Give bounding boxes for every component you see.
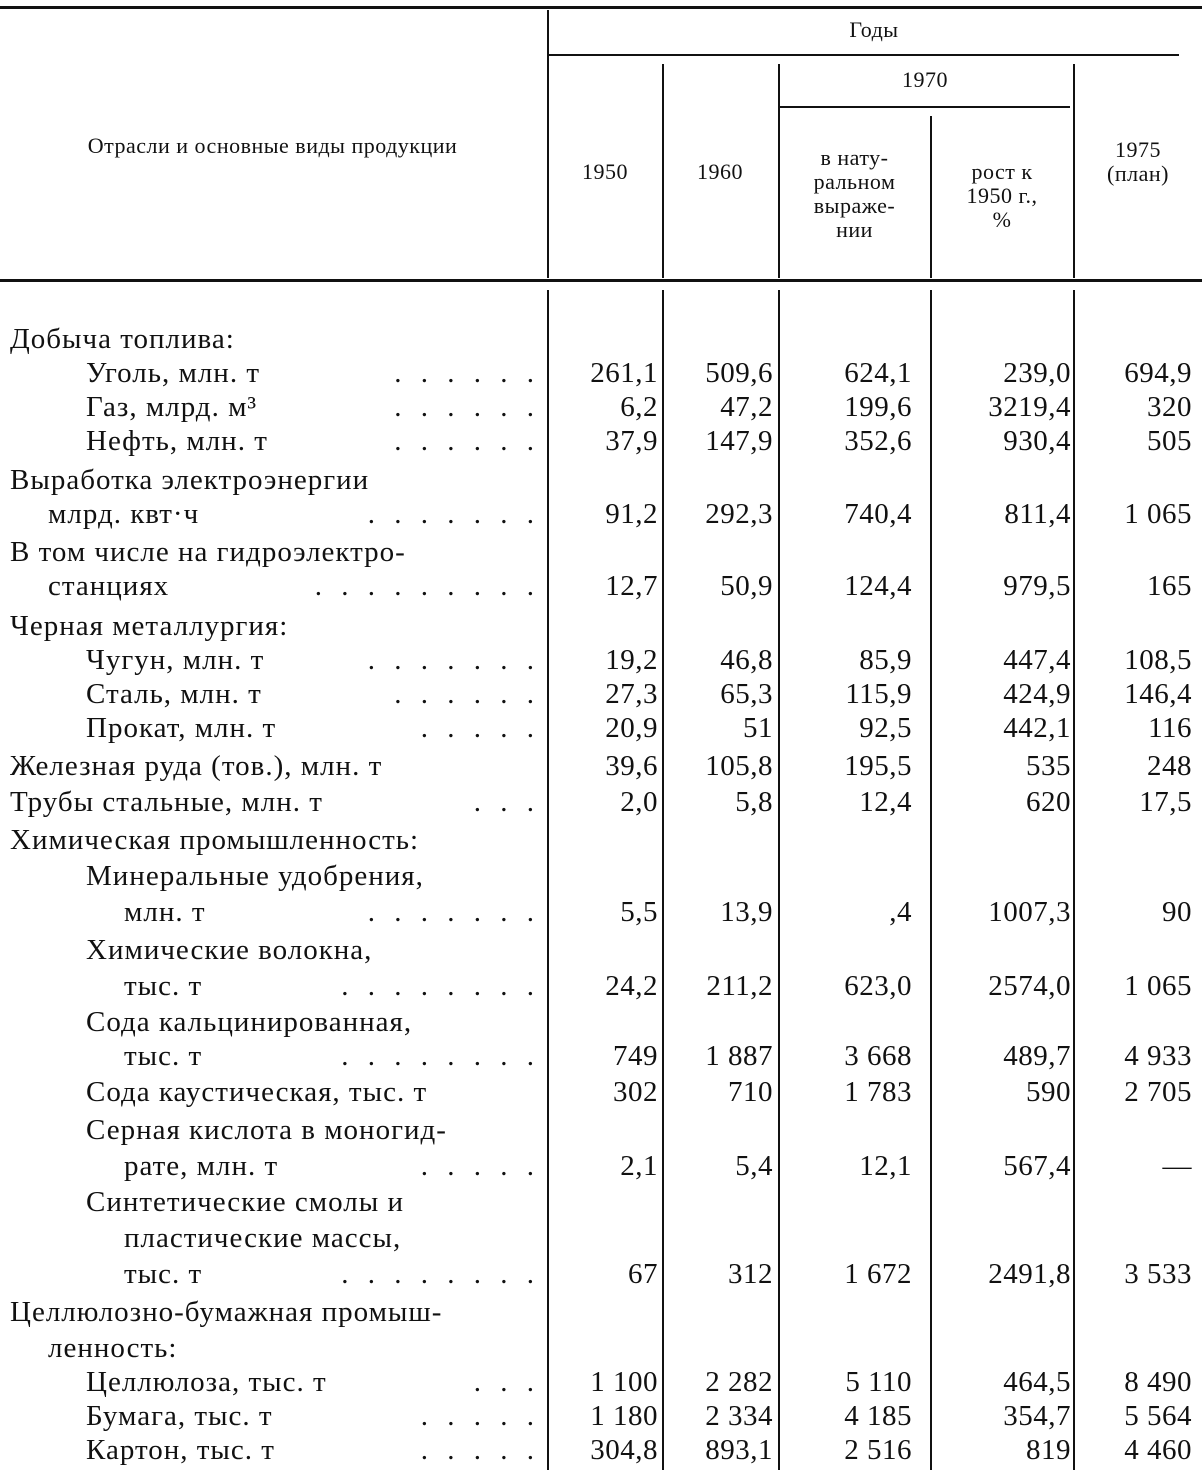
table-cell: 20,9 xyxy=(605,712,658,744)
table-cell: 124,4 xyxy=(844,570,912,602)
row-label: Добыча топлива: xyxy=(10,323,235,355)
leader-dots: . . . . . xyxy=(420,1400,540,1432)
table-cell: 17,5 xyxy=(1139,786,1192,818)
table-cell: 195,5 xyxy=(844,750,912,782)
leader-dots: . . . . . . xyxy=(394,357,540,389)
row-label: Химические волокна, xyxy=(86,934,373,966)
table-cell: 105,8 xyxy=(705,750,773,782)
table-row xyxy=(0,569,1202,603)
table-cell: 12,4 xyxy=(859,786,912,818)
table-row xyxy=(0,1331,1202,1365)
table-cell: 19,2 xyxy=(605,644,658,676)
table-cell: 6,2 xyxy=(620,391,658,423)
header-divider xyxy=(662,64,664,278)
row-label: Сталь, млн. т xyxy=(86,678,262,710)
header-rule-years xyxy=(549,54,1179,56)
table-cell: 24,2 xyxy=(605,970,658,1002)
table-cell: 85,9 xyxy=(859,644,912,676)
table-row xyxy=(0,895,1202,929)
table-row xyxy=(0,749,1202,783)
leader-dots: . . . xyxy=(473,786,540,818)
table-row xyxy=(0,497,1202,531)
header-divider xyxy=(778,64,780,278)
table-row xyxy=(0,1433,1202,1467)
row-label: тыс. т xyxy=(124,1258,203,1290)
row-label: Уголь, млн. т xyxy=(86,357,260,389)
table-cell: 1 180 xyxy=(590,1400,658,1432)
row-label: Картон, тыс. т xyxy=(86,1434,275,1466)
table-cell: 51 xyxy=(743,712,773,744)
col-1970-growth-header: рост к 1950 г., % xyxy=(966,159,1038,232)
table-cell: 91,2 xyxy=(605,498,658,530)
col-1960-header: 1960 xyxy=(697,159,743,184)
table-row xyxy=(0,390,1202,424)
table-cell: 2 334 xyxy=(705,1400,773,1432)
table-cell: 146,4 xyxy=(1124,678,1192,710)
table-cell: 710 xyxy=(728,1076,773,1108)
row-label: Трубы стальные, млн. т xyxy=(10,786,323,818)
table-row xyxy=(0,1075,1202,1109)
table-row xyxy=(0,609,1202,643)
row-label: Выработка электроэнергии xyxy=(10,464,370,496)
leader-dots: . . . . . . xyxy=(394,391,540,423)
table-row xyxy=(0,677,1202,711)
row-label: Синтетические смолы и xyxy=(86,1186,404,1218)
col-1950-header: 1950 xyxy=(582,159,628,184)
table-row xyxy=(0,711,1202,745)
table-row xyxy=(0,1005,1202,1039)
table-cell: 27,3 xyxy=(605,678,658,710)
table-row xyxy=(0,1365,1202,1399)
table-cell: 5 564 xyxy=(1124,1400,1192,1432)
leader-dots: . . . . . . . . xyxy=(341,1258,540,1290)
table-cell: 1 065 xyxy=(1124,970,1192,1002)
table-row xyxy=(0,1399,1202,1433)
years-header: Годы xyxy=(849,17,899,42)
leader-dots: . . . xyxy=(473,1366,540,1398)
table-cell: 442,1 xyxy=(1003,712,1071,744)
table-cell: 65,3 xyxy=(720,678,773,710)
table-row xyxy=(0,785,1202,819)
table-top-rule xyxy=(0,6,1202,9)
table-cell: 3 533 xyxy=(1124,1258,1192,1290)
row-label: Бумага, тыс. т xyxy=(86,1400,273,1432)
row-label: тыс. т xyxy=(124,970,203,1002)
row-label: Серная кислота в моногид- xyxy=(86,1114,447,1146)
table-cell: 320 xyxy=(1147,391,1192,423)
table-cell: 1 065 xyxy=(1124,498,1192,530)
table-cell: 447,4 xyxy=(1003,644,1071,676)
table-cell: 90 xyxy=(1162,896,1192,928)
table-row xyxy=(0,1295,1202,1329)
table-row xyxy=(0,859,1202,893)
header-divider xyxy=(547,10,549,278)
table-row xyxy=(0,322,1202,356)
table-cell: 8 490 xyxy=(1124,1366,1192,1398)
row-label: Сода кальцинированная, xyxy=(86,1006,413,1038)
table-cell: 354,7 xyxy=(1003,1400,1071,1432)
row-label: Чугун, млн. т xyxy=(86,644,265,676)
table-cell: 2,0 xyxy=(620,786,658,818)
table-cell: 1007,3 xyxy=(988,896,1071,928)
col-1970-header: 1970 xyxy=(902,67,948,92)
row-label: станциях xyxy=(48,570,170,602)
table-cell: — xyxy=(1162,1150,1192,1182)
row-label: рате, млн. т xyxy=(124,1150,279,1182)
table-cell: 108,5 xyxy=(1124,644,1192,676)
row-label: Целлюлозно-бумажная промыш- xyxy=(10,1296,443,1328)
table-cell: 1 672 xyxy=(844,1258,912,1290)
row-label: В том числе на гидроэлектро- xyxy=(10,536,406,568)
table-cell: 352,6 xyxy=(844,425,912,457)
leader-dots: . . . . . . . . . xyxy=(314,570,540,602)
row-label: Железная руда (тов.), млн. т xyxy=(10,750,383,782)
table-cell: 505 xyxy=(1147,425,1192,457)
table-cell: 623,0 xyxy=(844,970,912,1002)
table-cell: 624,1 xyxy=(844,357,912,389)
row-label: Нефть, млн. т xyxy=(86,425,268,457)
table-row xyxy=(0,643,1202,677)
table-cell: 893,1 xyxy=(705,1434,773,1466)
table-cell: 13,9 xyxy=(720,896,773,928)
table-cell: 147,9 xyxy=(705,425,773,457)
header-divider xyxy=(1073,64,1075,278)
table-cell: 47,2 xyxy=(720,391,773,423)
table-cell: 740,4 xyxy=(844,498,912,530)
table-cell: 37,9 xyxy=(605,425,658,457)
table-cell: 115,9 xyxy=(845,678,912,710)
leader-dots: . . . . . . . . xyxy=(341,970,540,1002)
header-bottom-rule xyxy=(0,279,1202,282)
header-divider xyxy=(930,116,932,278)
row-label: ленность: xyxy=(48,1332,178,1364)
table-cell: 116 xyxy=(1148,712,1192,744)
table-cell: 979,5 xyxy=(1003,570,1071,602)
row-label: Сода каустическая, тыс. т xyxy=(86,1076,428,1108)
table-cell: 567,4 xyxy=(1003,1150,1071,1182)
table-row xyxy=(0,1257,1202,1291)
leader-dots: . . . . . xyxy=(420,712,540,744)
table-cell: 4 933 xyxy=(1124,1040,1192,1072)
table-cell: 5,5 xyxy=(620,896,658,928)
row-label: пластические массы, xyxy=(124,1222,402,1254)
leader-dots: . . . . . . . xyxy=(367,896,540,928)
row-label: Черная металлургия: xyxy=(10,610,289,642)
leader-dots: . . . . . . xyxy=(394,678,540,710)
table-cell: 2 282 xyxy=(705,1366,773,1398)
table-cell: 694,9 xyxy=(1124,357,1192,389)
table-cell: 4 185 xyxy=(844,1400,912,1432)
table-cell: 312 xyxy=(728,1258,773,1290)
table-cell: ,4 xyxy=(889,896,912,928)
table-row xyxy=(0,823,1202,857)
table-row xyxy=(0,535,1202,569)
table-cell: 39,6 xyxy=(605,750,658,782)
table-cell: 2,1 xyxy=(620,1150,658,1182)
leader-dots: . . . . . xyxy=(420,1150,540,1182)
table-cell: 165 xyxy=(1147,570,1192,602)
leader-dots: . . . . . . . xyxy=(367,498,540,530)
table-cell: 930,4 xyxy=(1003,425,1071,457)
table-cell: 92,5 xyxy=(859,712,912,744)
table-cell: 46,8 xyxy=(720,644,773,676)
table-row xyxy=(0,1149,1202,1183)
table-cell: 12,7 xyxy=(605,570,658,602)
row-label: тыс. т xyxy=(124,1040,203,1072)
leader-dots: . . . . . . . xyxy=(367,644,540,676)
row-label: Газ, млрд. м³ xyxy=(86,391,258,423)
table-cell: 535 xyxy=(1026,750,1071,782)
table-row xyxy=(0,356,1202,390)
table-row xyxy=(0,1039,1202,1073)
stub-header: Отрасли и основные виды продукции xyxy=(87,133,458,158)
table-cell: 2 516 xyxy=(844,1434,912,1466)
leader-dots: . . . . . xyxy=(420,1434,540,1466)
table-cell: 590 xyxy=(1026,1076,1071,1108)
table-cell: 489,7 xyxy=(1003,1040,1071,1072)
col-1970-natural-header: в нату- ральном выраже- нии xyxy=(813,145,896,242)
table-row xyxy=(0,463,1202,497)
table-cell: 211,2 xyxy=(706,970,773,1002)
col-1975-header: 1975 (план) xyxy=(1107,137,1169,186)
table-cell: 1 100 xyxy=(590,1366,658,1398)
table-cell: 2491,8 xyxy=(988,1258,1071,1290)
leader-dots: . . . . . . xyxy=(394,425,540,457)
row-label: Минеральные удобрения, xyxy=(86,860,424,892)
table-cell: 50,9 xyxy=(720,570,773,602)
table-cell: 3 668 xyxy=(844,1040,912,1072)
leader-dots: . . . . . . . . xyxy=(341,1040,540,1072)
table-cell: 67 xyxy=(628,1258,658,1290)
table-cell: 199,6 xyxy=(844,391,912,423)
table-cell: 1 783 xyxy=(844,1076,912,1108)
table-cell: 424,9 xyxy=(1003,678,1071,710)
table-cell: 749 xyxy=(613,1040,658,1072)
table-cell: 2 705 xyxy=(1124,1076,1192,1108)
table-row xyxy=(0,1185,1202,1219)
table-cell: 811,4 xyxy=(1004,498,1071,530)
row-label: млн. т xyxy=(124,896,206,928)
table-cell: 302 xyxy=(613,1076,658,1108)
table-row xyxy=(0,1113,1202,1147)
table-row xyxy=(0,1221,1202,1255)
table-cell: 292,3 xyxy=(705,498,773,530)
header-rule-1970 xyxy=(780,106,1070,108)
table-cell: 5,4 xyxy=(735,1150,773,1182)
table-row xyxy=(0,969,1202,1003)
row-label: Прокат, млн. т xyxy=(86,712,277,744)
table-cell: 12,1 xyxy=(859,1150,912,1182)
table-cell: 2574,0 xyxy=(988,970,1071,1002)
table-cell: 1 887 xyxy=(705,1040,773,1072)
table-row xyxy=(0,933,1202,967)
table-cell: 620 xyxy=(1026,786,1071,818)
table-cell: 5 110 xyxy=(845,1366,912,1398)
row-label: Химическая промышленность: xyxy=(10,824,420,856)
table-cell: 5,8 xyxy=(735,786,773,818)
row-label: Целлюлоза, тыс. т xyxy=(86,1366,327,1398)
table-cell: 819 xyxy=(1026,1434,1071,1466)
table-cell: 4 460 xyxy=(1124,1434,1192,1466)
table-cell: 239,0 xyxy=(1003,357,1071,389)
table-row xyxy=(0,424,1202,458)
table-cell: 261,1 xyxy=(590,357,658,389)
table-cell: 464,5 xyxy=(1003,1366,1071,1398)
row-label: млрд. квт·ч xyxy=(48,498,200,530)
table-cell: 3219,4 xyxy=(988,391,1071,423)
table-cell: 304,8 xyxy=(590,1434,658,1466)
table-cell: 509,6 xyxy=(705,357,773,389)
table-cell: 248 xyxy=(1147,750,1192,782)
